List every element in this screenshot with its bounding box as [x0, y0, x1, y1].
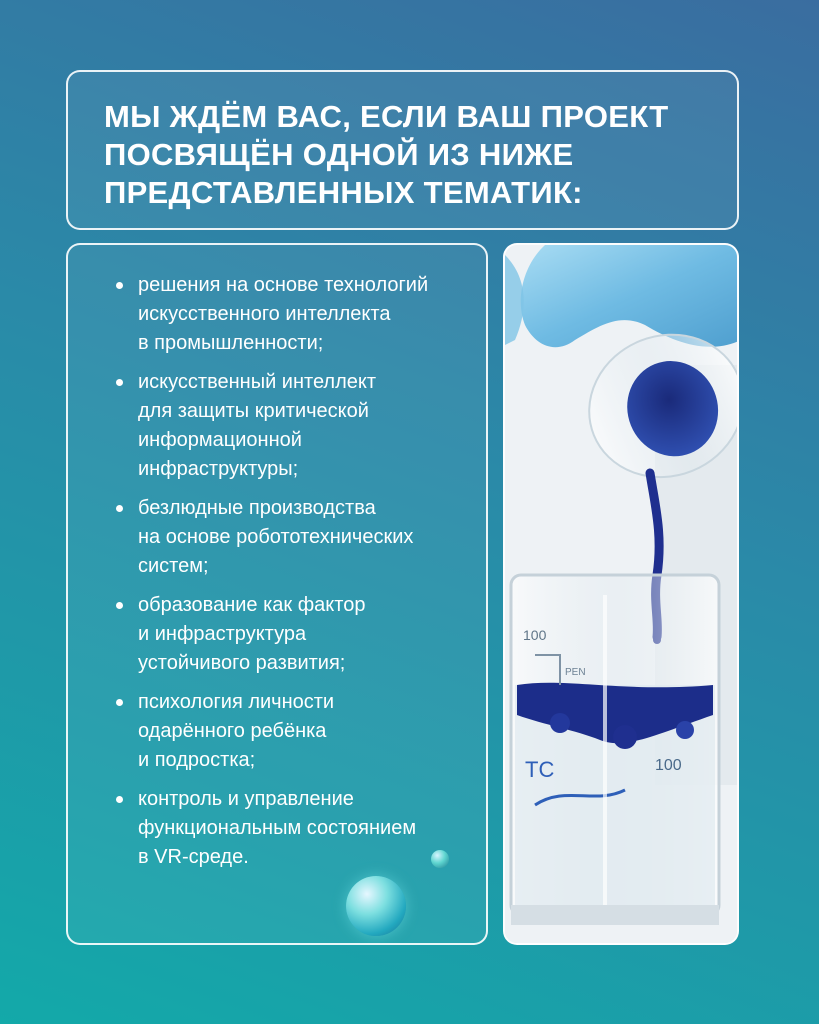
topic-line: на основе робототехнических — [138, 526, 414, 548]
bullet-icon — [116, 505, 123, 512]
header-panel — [66, 70, 739, 230]
small-bubble-decoration — [431, 850, 449, 868]
topic-line: образование как фактор — [138, 594, 366, 616]
topic-line: для защиты критической — [138, 400, 369, 422]
beaker-mark: 100 — [655, 757, 682, 774]
topic-item — [112, 271, 472, 358]
topic-item — [112, 688, 472, 775]
topic-line: безлюдные производства — [138, 497, 376, 519]
lab-illustration — [505, 245, 739, 945]
topic-line: решения на основе технологий — [138, 274, 429, 296]
topic-line: в VR-среде. — [138, 846, 249, 868]
bullet-icon — [116, 282, 123, 289]
topic-line: в промышленности; — [138, 332, 324, 354]
topics-panel — [66, 243, 488, 945]
bullet-icon — [116, 699, 123, 706]
topic-line: систем; — [138, 555, 209, 577]
topic-line: функциональным состоянием — [138, 817, 417, 839]
topic-line: искусственного интеллекта — [138, 303, 391, 325]
page-title: МЫ ЖДЁМ ВАС, ЕСЛИ ВАШ ПРОЕКТ ПОСВЯЩЁН ОДНОЙ ИЗ НИЖЕ ПРЕДСТАВЛЕННЫХ ТЕМАТИК: — [104, 99, 669, 210]
topic-line: и инфраструктура — [138, 623, 307, 645]
topic-item — [112, 785, 472, 872]
topic-line: искусственный интеллект — [138, 371, 377, 393]
topic-line: и подростка; — [138, 749, 256, 771]
beaker-mark: 100 — [523, 627, 547, 643]
topic-line: психология личности — [138, 691, 335, 713]
bullet-icon — [116, 602, 123, 609]
topic-item — [112, 368, 472, 484]
lab-photo — [503, 243, 739, 945]
bullet-icon — [116, 379, 123, 386]
topic-item — [112, 591, 472, 678]
topic-item — [112, 494, 472, 581]
bullet-icon — [116, 796, 123, 803]
beaker-mark: TC — [525, 757, 555, 782]
topic-line: инфраструктуры; — [138, 458, 299, 480]
topics-list — [112, 271, 472, 882]
topic-line: информационной — [138, 429, 302, 451]
topic-line: контроль и управление — [138, 788, 354, 810]
measuring-beaker — [511, 575, 719, 925]
topic-line: одарённого ребёнка — [138, 720, 327, 742]
large-bubble-decoration — [346, 876, 406, 936]
beaker-mark: PEN — [565, 667, 586, 678]
topic-line: устойчивого развития; — [138, 652, 346, 674]
